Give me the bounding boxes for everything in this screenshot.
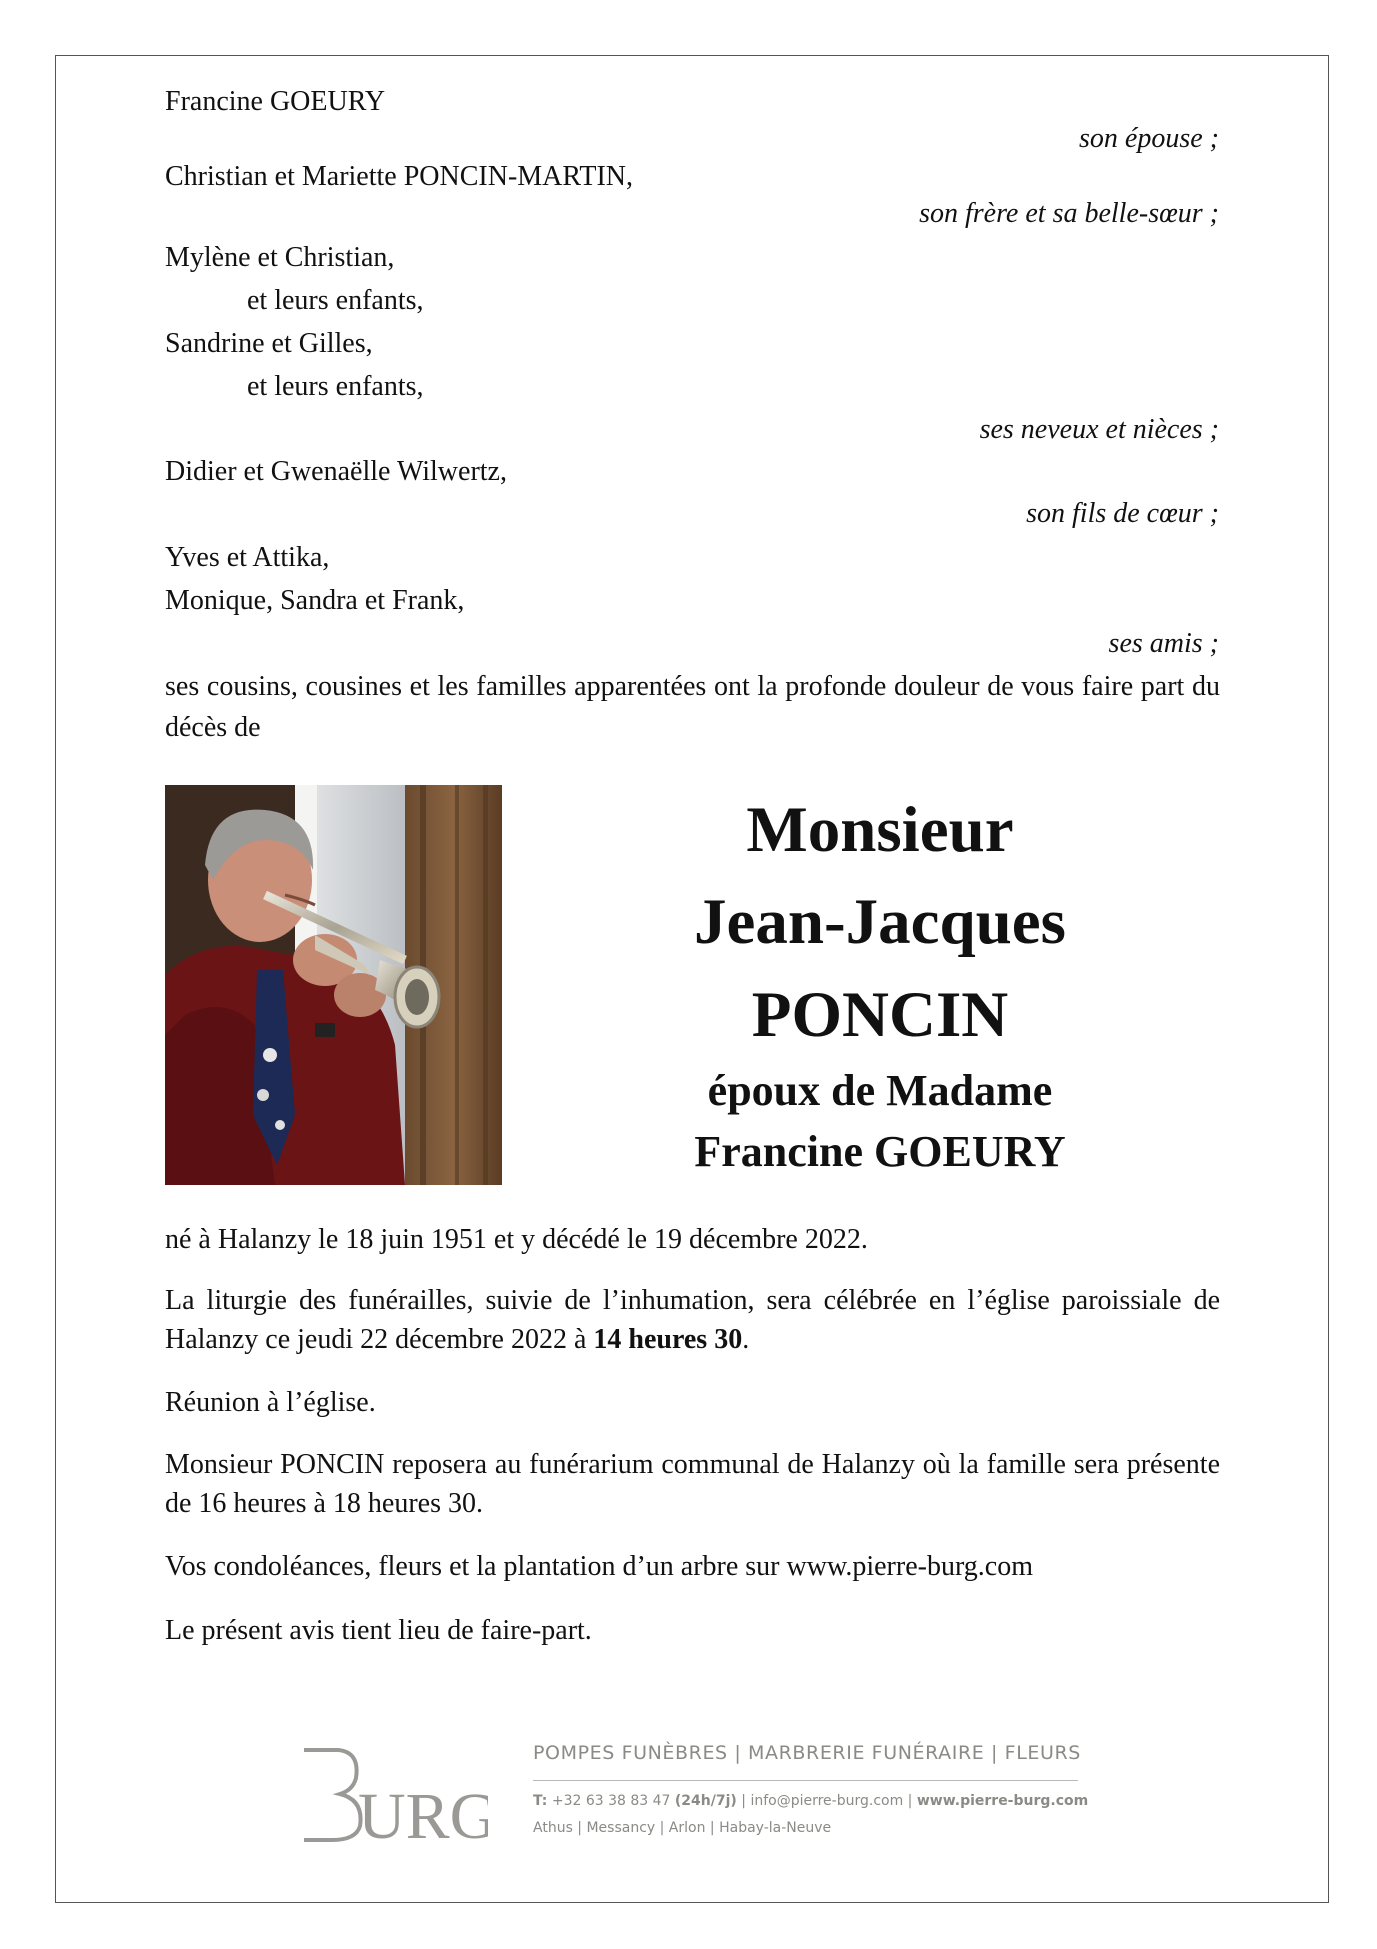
heart-son-names: Didier et Gwenaëlle Wilwertz, xyxy=(165,456,507,487)
phone-hours: (24h/7j) xyxy=(674,1793,737,1809)
phone-label: T: xyxy=(533,1793,548,1809)
email-link[interactable]: info@pierre-burg.com xyxy=(750,1793,904,1809)
footer-services: POMPES FUNÈBRES | MARBRERIE FUNÉRAIRE | FLEURS xyxy=(533,1742,1081,1764)
separator: | xyxy=(741,1793,746,1809)
footer-contact xyxy=(533,1793,1088,1809)
niece-couple-1: Mylène et Christian, xyxy=(165,242,395,273)
burg-logo xyxy=(298,1738,488,1848)
website-link[interactable]: www.pierre-burg.com xyxy=(916,1793,1089,1809)
liturgy-text-body: La liturgie des funérailles, suivie de l’inhumation, sera célébrée en l’église paroissiale de Halanzy ce jeudi 22 décembre 2022 à xyxy=(165,1285,1220,1355)
spouse-name: Francine GOEURY xyxy=(165,86,386,117)
nieces-relation: ses neveux et nièces ; xyxy=(979,414,1219,445)
friends-line-2: Monique, Sandra et Frank, xyxy=(165,585,465,616)
deceased-first-name: Jean-Jacques xyxy=(694,886,1066,958)
liturgy-text xyxy=(165,1281,1220,1359)
niece-couple-2-children: et leurs enfants, xyxy=(247,371,424,402)
trumpet-player-illustration xyxy=(165,785,502,1185)
separator: | xyxy=(907,1793,913,1809)
brother-names: Christian et Mariette PONCIN-MARTIN, xyxy=(165,161,634,192)
rest-text: Monsieur PONCIN reposera au funérarium communal de Halanzy où la famille sera présente de 16 heures à 18 heures 30. xyxy=(165,1449,1220,1519)
heart-son-relation: son fils de cœur ; xyxy=(1026,498,1219,529)
condolences-text: Vos condoléances, fleurs et la plantation d’un arbre sur www.pierre-burg.com xyxy=(165,1551,1033,1582)
niece-couple-2: Sandrine et Gilles, xyxy=(165,328,373,359)
birth-death-text: né à Halanzy le 18 juin 1951 et y décédé le 19 décembre 2022. xyxy=(165,1224,868,1255)
liturgy-time: 14 heures 30 xyxy=(593,1324,743,1355)
brother-relation: son frère et sa belle-sœur ; xyxy=(919,198,1219,229)
burg-logo-mark xyxy=(298,1738,488,1848)
deceased-last-name: PONCIN xyxy=(751,979,1009,1051)
niece-couple-1-children: et leurs enfants, xyxy=(247,285,424,316)
spouse-line-1: époux de Madame xyxy=(707,1066,1053,1115)
spouse-line-2: Francine GOEURY xyxy=(694,1127,1066,1176)
announcement-text: ses cousins, cousines et les familles apparentées ont la profonde douleur de vous faire part du décès de xyxy=(165,671,1220,743)
meeting-text: Réunion à l’église. xyxy=(165,1387,376,1418)
deceased-title: Monsieur xyxy=(746,794,1014,866)
deceased-photo xyxy=(165,785,502,1185)
spouse-relation: son épouse ; xyxy=(1079,123,1219,154)
burg-logo-letters: URG xyxy=(358,1780,488,1848)
friends-relation: ses amis ; xyxy=(1108,628,1219,659)
footer-locations: Athus | Messancy | Arlon | Habay-la-Neuve xyxy=(533,1820,832,1836)
friends-line-1: Yves et Attika, xyxy=(165,542,330,573)
phone-number[interactable]: +32 63 38 83 47 xyxy=(551,1793,671,1809)
footer-divider xyxy=(533,1780,1078,1781)
liturgy-text-end: . xyxy=(742,1324,750,1355)
notice-text: Le présent avis tient lieu de faire-part. xyxy=(165,1615,592,1646)
